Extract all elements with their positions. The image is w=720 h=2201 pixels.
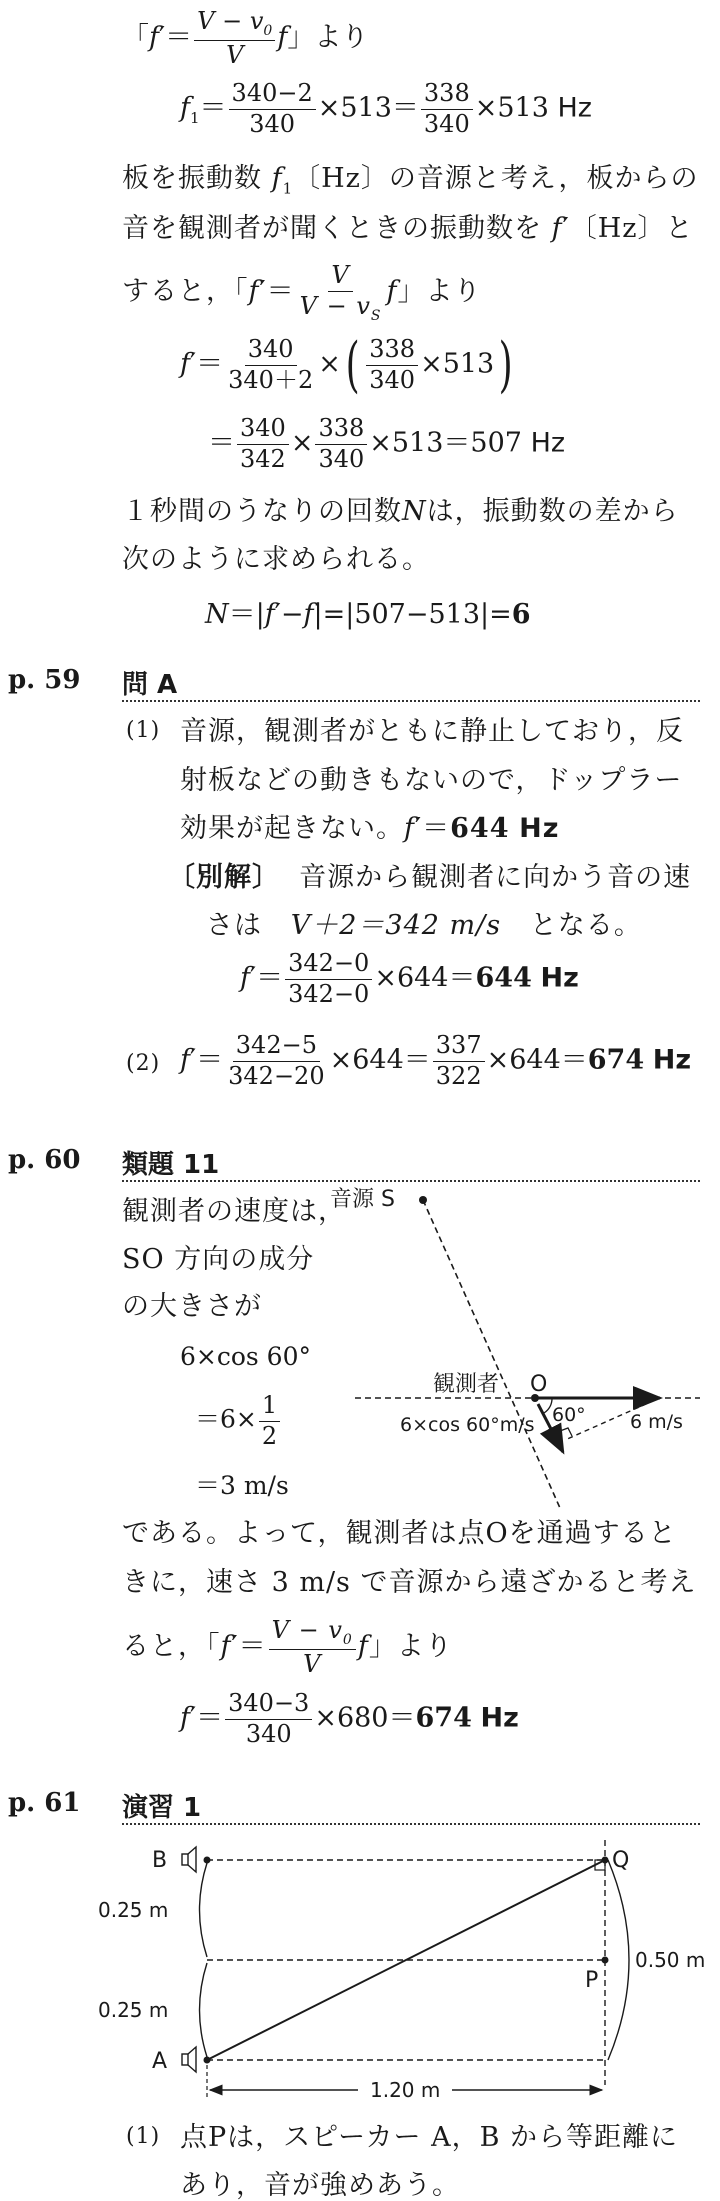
text-line: 観測者の速度は， (122, 1196, 346, 1227)
formula-f1: $f_1=$ $\frac{340-2}{340}$ ×513＝ $\frac{338}{340}$ ×513 Hz (180, 79, 592, 138)
page-ref: p. 61 (8, 1788, 81, 1818)
right-angle-mark (560, 1428, 572, 1436)
divider (122, 700, 700, 702)
page-ref: p. 59 (8, 665, 81, 695)
text-line: １秒間のうなりの回数Nは，振動数の差から (122, 496, 679, 527)
section-title: 演習 1 (122, 1793, 202, 1823)
speaker-diagram (98, 1835, 706, 2110)
formula-doppler-observer: 「f′＝ $\frac{V - v_0}{V}$ f」より (122, 7, 369, 69)
speaker-b-icon (182, 1847, 196, 1872)
item-number: (1) (126, 2124, 161, 2149)
brace-lower (200, 1963, 208, 2057)
formula-line: ＝3 m/s (195, 1471, 289, 1500)
formula-q2: f′＝ $\frac{342-5}{342-20}$ ×644＝ $\frac{337}{322}$ ×644＝674 Hz (180, 1031, 692, 1090)
brace-upper (200, 1863, 208, 1957)
text-line: すると，「f′＝ $\frac{V}{V - v_S}$ f」より (122, 261, 482, 324)
text-line: 次のように求められる。 (122, 544, 430, 575)
text-line: あり，音が強めあう。 (180, 2170, 460, 2201)
text-line: 点Pは，スピーカー A，B から等距離に (180, 2122, 679, 2153)
formula-line: ＝6× $\frac{1}{2}$ (195, 1392, 282, 1450)
text-line: 射板などの動きもないので，ドップラー (180, 765, 683, 796)
text-line: の大きさが (122, 1291, 262, 1322)
formula-answer: f′＝ $\frac{340-3}{340}$ ×680＝674 Hz (180, 1689, 519, 1748)
speaker-a-icon (182, 2047, 196, 2072)
brace-right (608, 1860, 629, 2060)
component-label: 6×cos 60°m/s (400, 1414, 535, 1436)
source-label: 音源 S (330, 1187, 395, 1212)
section-title: 問 A (122, 670, 178, 700)
dist-width: 1.20 m (370, 2078, 441, 2102)
label-q: Q (612, 1848, 630, 1873)
text-line: である。よって，観測者は点Oを通過すると (122, 1518, 677, 1549)
divider (122, 1823, 700, 1825)
alt-solution-line: 〔別解〕 音源から観測者に向かう音の速 (168, 862, 692, 893)
path-aq (207, 1860, 605, 2060)
text-line: 板を振動数 $f_1$〔Hz〕の音源と考え，板からの (122, 163, 699, 198)
text-line: ると，「f′＝ $\frac{V - v_0}{V}$ f」より (122, 1616, 453, 1678)
formula-line: 6×cos 60° (180, 1342, 311, 1371)
formula-beat: N＝|f′−f|=|507−513|=6 (205, 599, 531, 630)
dist-upper: 0.25 m (98, 1898, 169, 1922)
text-line: SO 方向の成分 (122, 1244, 315, 1275)
text-line: 音を観測者が聞くときの振動数を f′〔Hz〕と (122, 213, 694, 244)
formula-f-prime-result: ＝ $\frac{340}{342}$ × $\frac{338}{340}$ ×513＝507 Hz (208, 414, 566, 473)
divider (122, 1180, 700, 1182)
item-number: (1) (126, 718, 161, 743)
sight-line (423, 1200, 560, 1508)
section-title: 類題 11 (122, 1150, 220, 1180)
point-p (602, 1957, 609, 1964)
dist-lower: 0.25 m (98, 1998, 169, 2022)
doppler-vector-diagram (330, 1188, 705, 1513)
point-o-label: O (530, 1372, 548, 1397)
formula-alt: f′＝ $\frac{342-0}{342-0}$ ×644＝644 Hz (240, 949, 579, 1008)
text-line: きに，速さ 3 m/s で音源から遠ざかると考え (122, 1567, 697, 1598)
dist-right: 0.50 m (635, 1948, 706, 1972)
observer-label: 観測者 (433, 1372, 500, 1397)
alt-solution-line: さは V＋2＝342 m/s となる。 (206, 910, 642, 941)
text-line: 音源，観測者がともに静止しており，反 (180, 716, 684, 747)
angle-label: 60° (552, 1404, 586, 1426)
page-ref: p. 60 (8, 1145, 81, 1175)
formula-f-prime: f′＝ $\frac{340}{340+2}$ ×( $\frac{338}{340}$ ×513) (180, 330, 513, 400)
text-line: 効果が起きない。f′＝644 Hz (180, 813, 560, 844)
speed-label: 6 m/s (630, 1411, 683, 1433)
source-point (419, 1196, 427, 1204)
label-a: A (152, 2049, 168, 2074)
item-number: (2) (126, 1051, 161, 1076)
label-p: P (585, 1968, 599, 1993)
point-q (602, 1857, 609, 1864)
angle-arc (544, 1398, 552, 1413)
label-b: B (152, 1848, 168, 1873)
